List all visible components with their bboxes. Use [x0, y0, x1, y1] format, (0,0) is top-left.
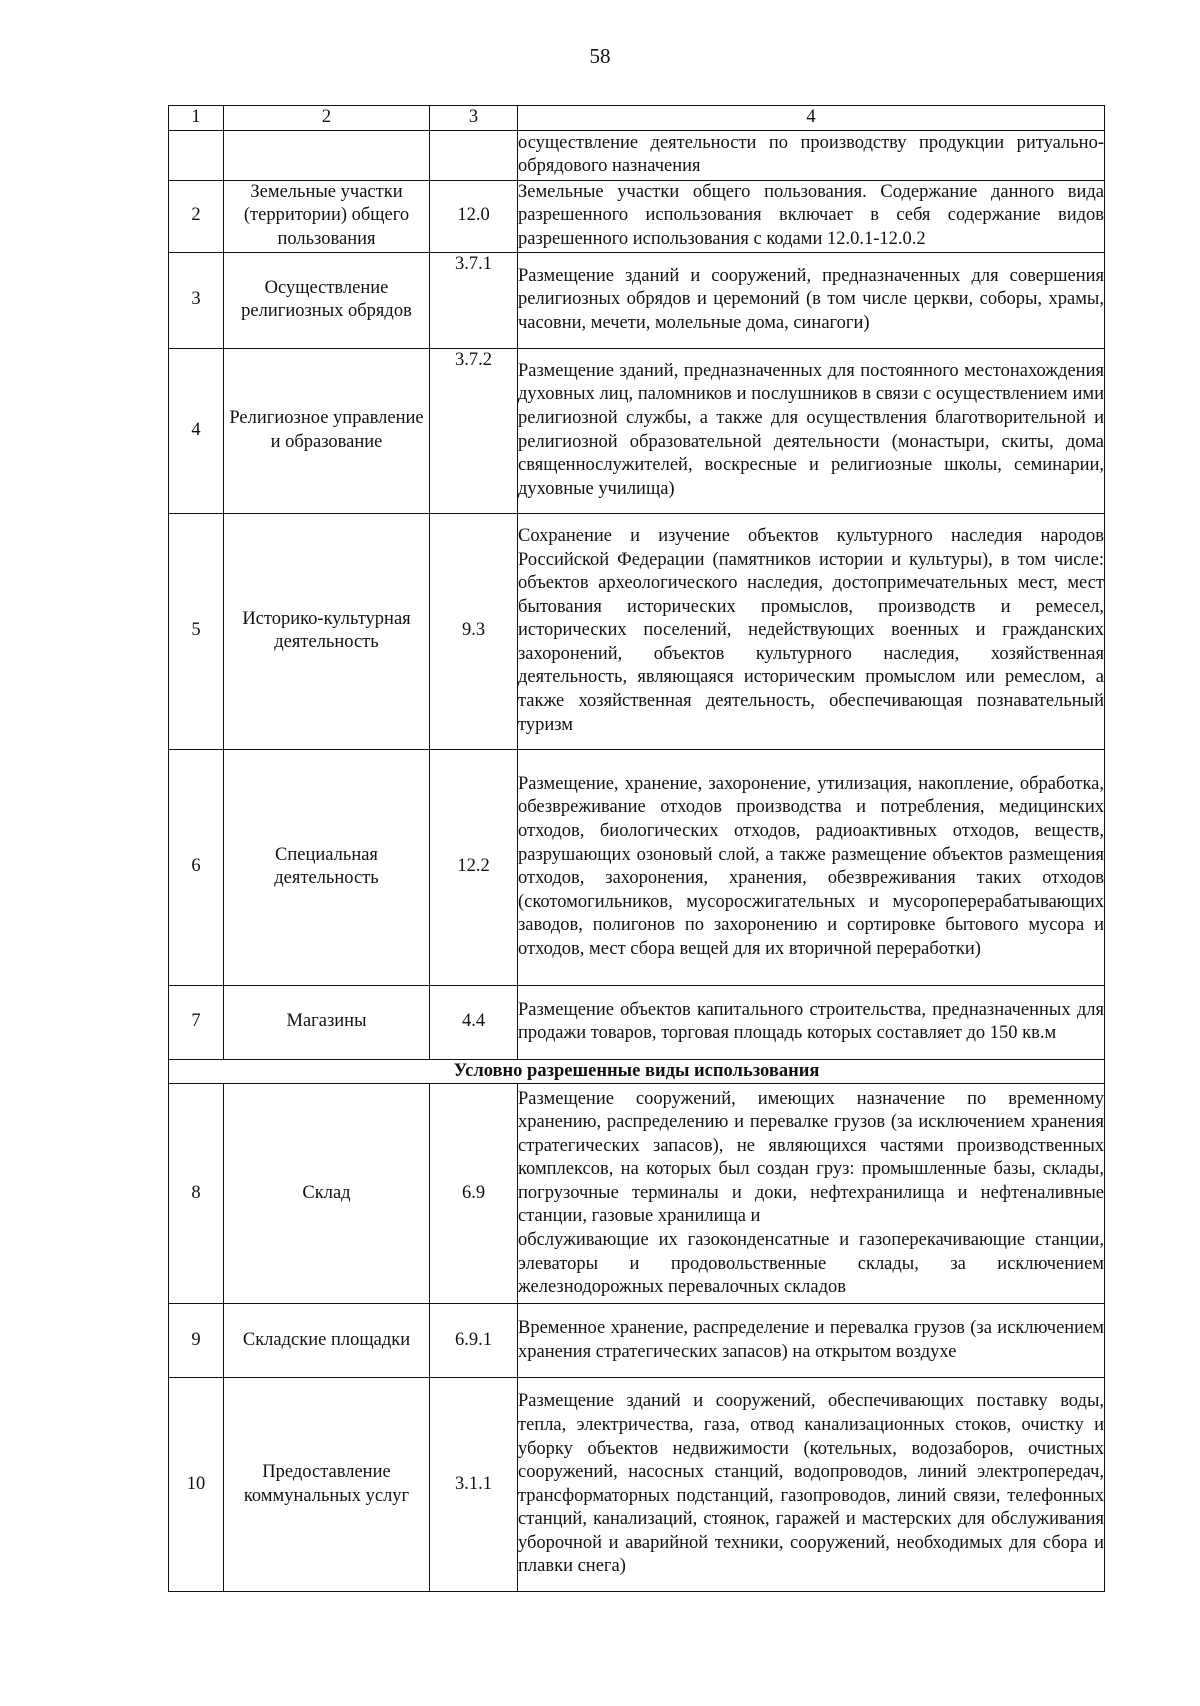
row-description: Земельные участки общего пользования. Содержание данного вида разрешенного использования включает в себя содержание видов разрешенного использования с кодами 12.0.1-12.0.2 [518, 180, 1105, 252]
row-description: Размещение, хранение, захоронение, утилизация, накопление, обработка, обезвреживание отходов производства и потребления, медицинских отходов, биологических отходов, радиоактивных отходов, веществ, разрушающих озоновый слой, а также размещение объектов размещения отходов, захоронения, хранения, обезвреживания таких отходов (скотомогильников, мусоросжигательных и мусороперерабатывающих заводов, полигонов по захоронению и сортировке бытового мусора и отходов, мест сбора вещей для их вторичной переработки) [518, 749, 1105, 985]
row-number: 4 [169, 348, 224, 513]
table-row [169, 252, 1105, 348]
row-description: Сохранение и изучение объектов культурного наследия народов Российской Федерации (памятников истории и культуры), в том числе: объектов археологического наследия, достопримечательных мест, мест бытования исторических промыслов, производств и ремесел, исторических поселений, недействующих военных и гражданских захоронений, объектов культурного наследия, хозяйственная деятельность, являющаяся историческим промыслом или ремеслом, а также хозяйственная деятельность, обеспечивающая познавательный туризм [518, 513, 1105, 749]
row-description-part: Размещение сооружений, имеющих назначение по временному хранению, распределению и перевалке грузов (за исключением хранения стратегических запасов), не являющихся частями производственных комплексов, на которых был создан груз: промышленные базы, склады, погрузочные терминалы и доки, нефтехранилища и нефтеналивные станции, газовые хранилища и [518, 1088, 1104, 1227]
row-code: 3.7.1 [430, 252, 518, 348]
row-number: 9 [169, 1304, 224, 1378]
row-code: 3.1.1 [430, 1378, 518, 1592]
table-row [169, 1378, 1105, 1592]
section-header-row [169, 1059, 1105, 1084]
table-row [169, 348, 1105, 513]
table-row [169, 180, 1105, 252]
row-name: Склад [224, 1084, 430, 1304]
row-name: Специальная деятельность [224, 749, 430, 985]
row-description: Размещение зданий и сооружений, предназначенных для совершения религиозных обрядов и церемоний (в том числе церкви, соборы, храмы, часовни, мечети, молельные дома, синагоги) [518, 252, 1105, 348]
row-name: Земельные участки (территории) общего пользования [224, 180, 430, 252]
row-description-part: обслуживающие их газоконденсатные и газоперекачивающие станции, элеваторы и продовольственные склады, за исключением железнодорожных перевалочных складов [518, 1230, 1104, 1298]
row-number: 8 [169, 1084, 224, 1304]
column-header: 3 [430, 106, 518, 131]
row-code: 12.0 [430, 180, 518, 252]
row-number: 2 [169, 180, 224, 252]
row-name: Магазины [224, 985, 430, 1059]
row-code: 9.3 [430, 513, 518, 749]
table-row [169, 985, 1105, 1059]
column-header: 1 [169, 106, 224, 131]
table-row [169, 130, 1105, 180]
table-row [169, 749, 1105, 985]
row-name: Религиозное управление и образование [224, 348, 430, 513]
column-header: 2 [224, 106, 430, 131]
row-description: Размещение зданий, предназначенных для постоянного местонахождения духовных лиц, паломников и послушников в связи с осуществлением ими религиозной службы, а также для осуществления благотворительной и религиозной образовательной деятельности (монастыри, скиты, дома священнослужителей, воскресные и религиозные школы, семинарии, духовные училища) [518, 348, 1105, 513]
row-code: 6.9 [430, 1084, 518, 1304]
row-name: Историко-культурная деятельность [224, 513, 430, 749]
row-number: 5 [169, 513, 224, 749]
row-name: Складские площадки [224, 1304, 430, 1378]
land-use-table [168, 105, 1105, 1592]
row-number: 3 [169, 252, 224, 348]
row-name: Осуществление религиозных обрядов [224, 252, 430, 348]
row-code: 3.7.2 [430, 348, 518, 513]
row-description: Размещение объектов капитального строительства, предназначенных для продажи товаров, торговая площадь которых составляет до 150 кв.м [518, 985, 1105, 1059]
row-description: осуществление деятельности по производству продукции ритуально-обрядового назначения [518, 130, 1105, 180]
row-code: 4.4 [430, 985, 518, 1059]
row-description: Размещение зданий и сооружений, обеспечивающих поставку воды, тепла, электричества, газа, отвод канализационных стоков, очистку и уборку объектов недвижимости (котельных, водозаборов, очистных сооружений, насосных станций, водопроводов, линий электропередач, трансформаторных подстанций, газопроводов, линий связи, телефонных станций, канализаций, стоянок, гаражей и мастерских для обслуживания уборочной и аварийной техники, сооружений, необходимых для сбора и плавки снега) [518, 1378, 1105, 1592]
row-number: 10 [169, 1378, 224, 1592]
row-description [518, 1084, 1105, 1304]
table-row [169, 1084, 1105, 1304]
row-number: 6 [169, 749, 224, 985]
section-title: Условно разрешенные виды использования [169, 1059, 1105, 1084]
table-row [169, 513, 1105, 749]
row-code: 12.2 [430, 749, 518, 985]
row-number: 7 [169, 985, 224, 1059]
row-description: Временное хранение, распределение и перевалка грузов (за исключением хранения стратегических запасов) на открытом воздухе [518, 1304, 1105, 1378]
row-code: 6.9.1 [430, 1304, 518, 1378]
column-header: 4 [518, 106, 1105, 131]
row-name: Предоставление коммунальных услуг [224, 1378, 430, 1592]
table-row [169, 1304, 1105, 1378]
page-number: 58 [589, 44, 611, 68]
table-header-row [169, 106, 1105, 131]
